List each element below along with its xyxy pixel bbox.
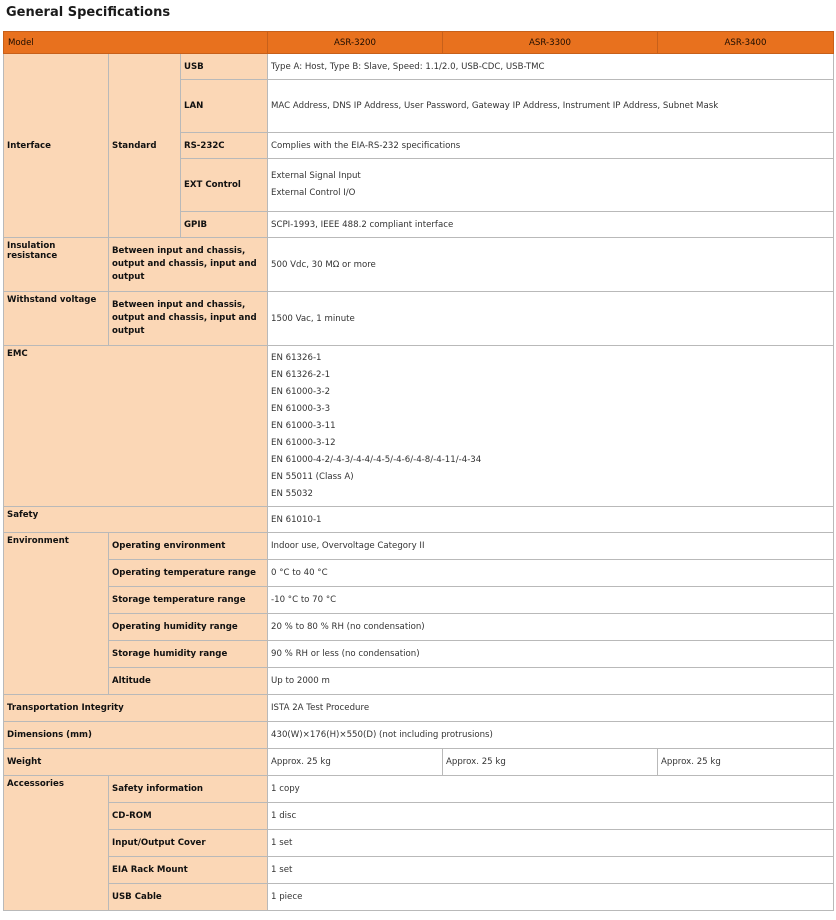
ext-control-label: EXT Control (181, 159, 268, 212)
table-row (4, 641, 834, 668)
emc-line: EN 55032 (271, 488, 313, 499)
insulation-condition-line-3: output (112, 272, 145, 282)
table-row (4, 884, 834, 911)
env-operating-humidity-label: Operating humidity range (109, 614, 268, 641)
acc-cd-rom-label: CD-ROM (109, 803, 268, 830)
env-operating-temperature-label: Operating temperature range (109, 560, 268, 587)
table-row (4, 776, 834, 803)
weight-label: Weight (4, 749, 268, 776)
accessories-label: Accessories (4, 776, 109, 911)
table-row (4, 346, 834, 507)
withstand-voltage-label: Withstand voltage (4, 292, 109, 346)
acc-usb-cable-value: 1 piece (268, 884, 834, 911)
insulation-resistance-label: Insulation resistance (4, 238, 109, 292)
general-specifications-table (3, 31, 834, 911)
rs232c-value: Complies with the EIA-RS-232 specifications (268, 133, 834, 159)
env-operating-temperature-value: 0 °C to 40 °C (268, 560, 834, 587)
acc-cd-rom-value: 1 disc (268, 803, 834, 830)
table-row (4, 857, 834, 884)
emc-line: EN 61000-4-2/-4-3/-4-4/-4-5/-4-6/-4-8/-4-11/-4-34 (271, 454, 482, 465)
withstand-condition-line-3: output (112, 326, 145, 336)
insulation-resistance-value: 500 Vdc, 30 MΩ or more (268, 238, 834, 292)
dimensions-label: Dimensions (mm) (4, 722, 268, 749)
model-asr-3200-header: ASR-3200 (268, 32, 443, 54)
page-title: General Specifications (6, 5, 171, 20)
table-row (4, 292, 834, 346)
insulation-condition-line-2: output and chassis, input and (112, 259, 257, 269)
acc-eia-rack-mount-value: 1 set (268, 857, 834, 884)
env-operating-environment-value: Indoor use, Overvoltage Category II (268, 533, 834, 560)
model-asr-3300-header: ASR-3300 (443, 32, 658, 54)
acc-safety-information-label: Safety information (109, 776, 268, 803)
emc-line: EN 61000-3-12 (271, 437, 336, 448)
withstand-condition-line-2: output and chassis, input and (112, 313, 257, 323)
env-altitude-label: Altitude (109, 668, 268, 695)
table-row (4, 614, 834, 641)
lan-value: MAC Address, DNS IP Address, User Password, Gateway IP Address, Instrument IP Address, Subnet Mask (268, 80, 834, 133)
dimensions-value: 430(W)×176(H)×550(D) (not including protrusions) (268, 722, 834, 749)
ext-line-2: External Control I/O (271, 188, 356, 198)
weight-asr-3400-value: Approx. 25 kg (658, 749, 834, 776)
table-row (4, 695, 834, 722)
acc-safety-information-value: 1 copy (268, 776, 834, 803)
usb-value: Type A: Host, Type B: Slave, Speed: 1.1/2.0, USB-CDC, USB-TMC (268, 54, 834, 80)
insulation-condition-line-1: Between input and chassis, (112, 246, 246, 256)
gpib-label: GPIB (181, 212, 268, 238)
env-storage-temperature-label: Storage temperature range (109, 587, 268, 614)
usb-label: USB (181, 54, 268, 80)
standard-label: Standard (109, 54, 181, 238)
ext-control-value (268, 159, 834, 212)
table-row (4, 722, 834, 749)
withstand-condition (109, 292, 268, 346)
model-asr-3400-header: ASR-3400 (658, 32, 834, 54)
emc-line: EN 61000-3-3 (271, 403, 331, 414)
env-altitude-value: Up to 2000 m (268, 668, 834, 695)
model-header: Model (4, 32, 268, 54)
env-storage-humidity-label: Storage humidity range (109, 641, 268, 668)
table-row (4, 507, 834, 533)
transportation-integrity-value: ISTA 2A Test Procedure (268, 695, 834, 722)
weight-asr-3300-value: Approx. 25 kg (443, 749, 658, 776)
environment-label: Environment (4, 533, 109, 695)
lan-label: LAN (181, 80, 268, 133)
env-storage-humidity-value: 90 % RH or less (no condensation) (268, 641, 834, 668)
withstand-condition-line-1: Between input and chassis, (112, 300, 246, 310)
rs232c-label: RS-232C (181, 133, 268, 159)
emc-line: EN 61326-1 (271, 352, 322, 363)
table-row (4, 749, 834, 776)
table-row (4, 54, 834, 80)
emc-value (268, 346, 834, 507)
table-row (4, 238, 834, 292)
env-operating-humidity-value: 20 % to 80 % RH (no condensation) (268, 614, 834, 641)
acc-io-cover-value: 1 set (268, 830, 834, 857)
emc-line: EN 55011 (Class A) (271, 471, 354, 482)
acc-eia-rack-mount-label: EIA Rack Mount (109, 857, 268, 884)
table-row (4, 830, 834, 857)
transportation-integrity-label: Transportation Integrity (4, 695, 268, 722)
table-row (4, 803, 834, 830)
interface-label: Interface (4, 54, 109, 238)
table-row (4, 560, 834, 587)
table-row (4, 533, 834, 560)
acc-io-cover-label: Input/Output Cover (109, 830, 268, 857)
safety-value: EN 61010-1 (268, 507, 834, 533)
safety-label: Safety (4, 507, 268, 533)
table-row (4, 587, 834, 614)
gpib-value: SCPI-1993, IEEE 488.2 compliant interface (268, 212, 834, 238)
header-row (4, 32, 834, 54)
ext-line-1: External Signal Input (271, 171, 361, 181)
acc-usb-cable-label: USB Cable (109, 884, 268, 911)
env-operating-environment-label: Operating environment (109, 533, 268, 560)
weight-asr-3200-value: Approx. 25 kg (268, 749, 443, 776)
emc-label: EMC (4, 346, 268, 507)
insulation-condition (109, 238, 268, 292)
env-storage-temperature-value: -10 °C to 70 °C (268, 587, 834, 614)
emc-line: EN 61326-2-1 (271, 369, 331, 380)
emc-line: EN 61000-3-2 (271, 386, 331, 397)
emc-line: EN 61000-3-11 (271, 420, 336, 431)
withstand-voltage-value: 1500 Vac, 1 minute (268, 292, 834, 346)
table-row (4, 668, 834, 695)
